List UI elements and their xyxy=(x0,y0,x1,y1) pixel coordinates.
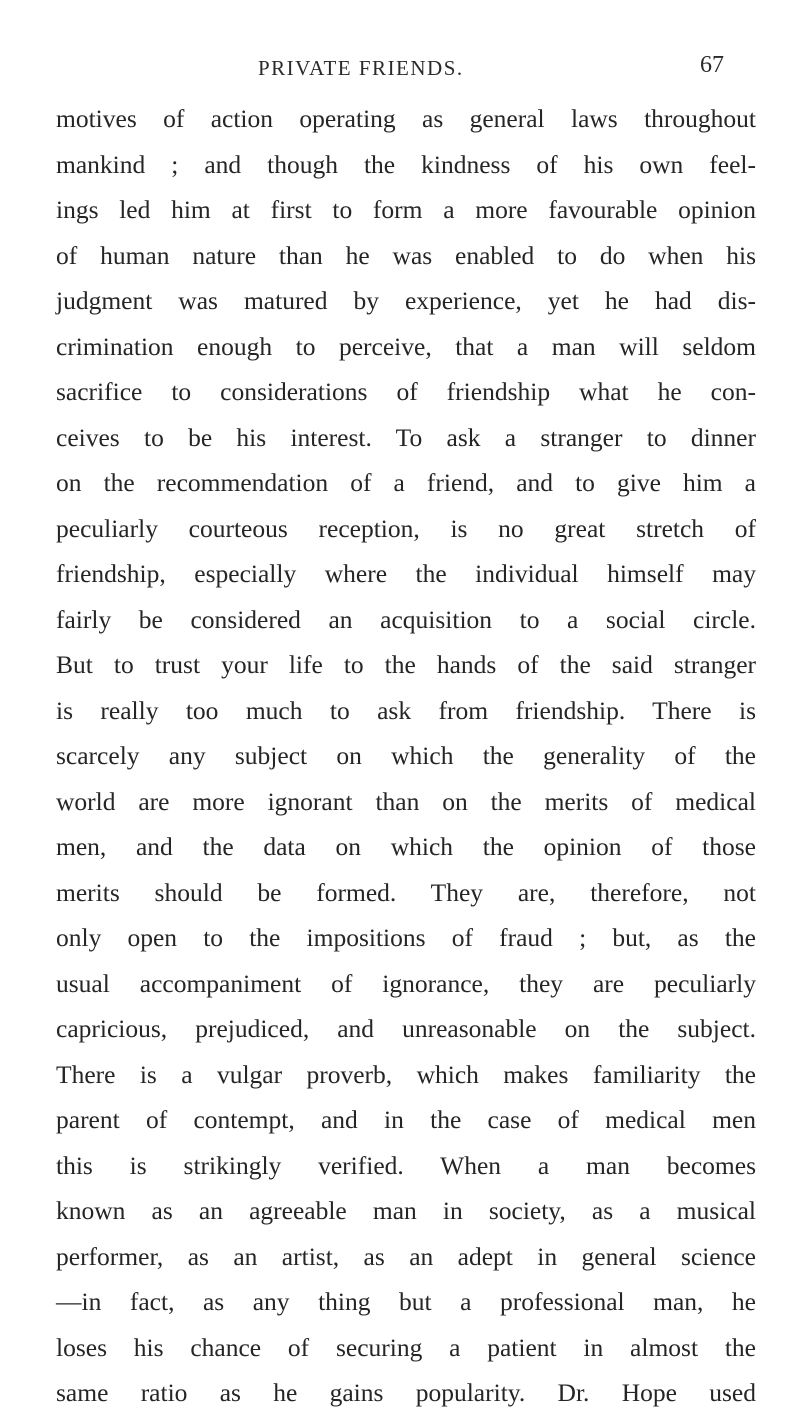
text-line: is really too much to ask from friendship. There is xyxy=(56,695,756,725)
text-line: ceives to be his interest. To ask a stranger to dinner xyxy=(56,422,756,452)
text-line: parent of contempt, and in the case of medical men xyxy=(56,1105,756,1134)
text-line: known as an agreeable man in society, as a musical xyxy=(56,1196,756,1225)
text-line: capricious, prejudiced, and unreasonable on the subject. xyxy=(56,1014,756,1043)
text-line: this is strikingly verified. When a man becomes xyxy=(56,1150,756,1180)
text-line: on the recommendation of a friend, and to give him a xyxy=(56,468,756,497)
text-line: ings led him at first to form a more favourable opinion xyxy=(56,195,756,224)
text-line: performer, as an artist, as an adept in general science xyxy=(56,1241,756,1271)
text-line: But to trust your life to the hands of the said stranger xyxy=(56,650,756,679)
text-line: fairly be considered an acquisition to a social circle. xyxy=(56,604,756,634)
text-line: sacrifice to considerations of friendship what he con- xyxy=(56,377,756,406)
text-line: peculiarly courteous reception, is no great stretch of xyxy=(56,513,756,543)
text-line: scarcely any subject on which the generality of the xyxy=(56,741,756,770)
text-line: same ratio as he gains popularity. Dr. Hope used xyxy=(56,1378,756,1407)
running-head: PRIVATE FRIENDS. xyxy=(258,56,464,80)
text-line: of human nature than he was enabled to do when his xyxy=(56,240,756,270)
text-line: loses his chance of securing a patient in almost the xyxy=(56,1332,756,1362)
text-line: —in fact, as any thing but a professional man, he xyxy=(56,1287,756,1316)
text-line: mankind ; and though the kindness of his own feel- xyxy=(56,149,756,179)
text-line: only open to the impositions of fraud ; but, as the xyxy=(56,923,756,952)
text-line: friendship, especially where the individual himself may xyxy=(56,559,756,588)
page-number: 67 xyxy=(700,52,724,78)
text-line: motives of action operating as general laws throughout xyxy=(56,104,756,133)
text-line: world are more ignorant than on the merits of medical xyxy=(56,786,756,816)
text-line: There is a vulgar proverb, which makes familiarity the xyxy=(56,1059,756,1089)
text-line: judgment was matured by experience, yet he had dis- xyxy=(56,286,756,315)
text-line: usual accompaniment of ignorance, they are peculiarly xyxy=(56,968,756,998)
body-text xyxy=(56,96,756,1416)
text-line: crimination enough to perceive, that a man will seldom xyxy=(56,331,756,361)
text-line: merits should be formed. They are, therefore, not xyxy=(56,877,756,907)
text-line: men, and the data on which the opinion of those xyxy=(56,832,756,861)
